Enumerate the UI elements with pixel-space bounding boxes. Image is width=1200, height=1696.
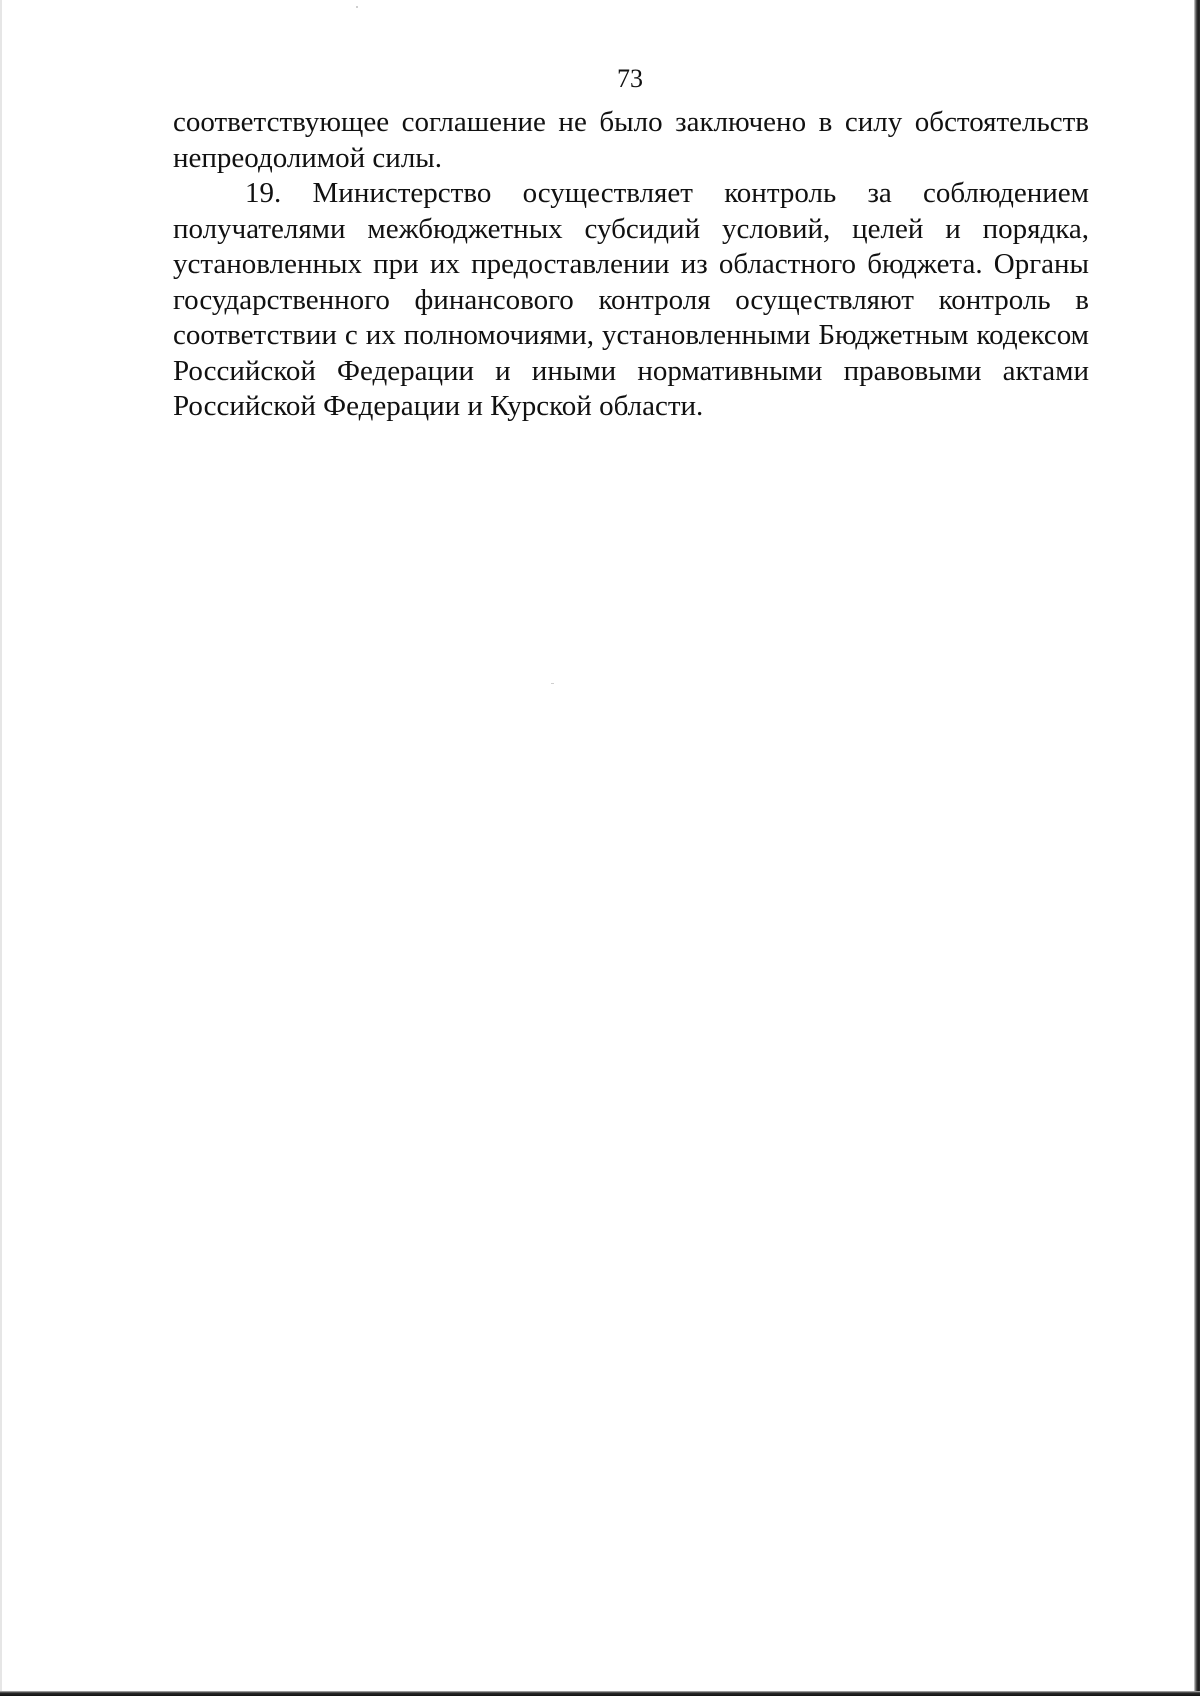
scan-edge-bottom (0, 1691, 1200, 1696)
scan-speck (356, 6, 358, 8)
scan-edge-left (0, 0, 2, 1696)
page-number: 73 (617, 64, 643, 93)
paragraph-continuation: соответствующее соглашение не было заключено в силу обстоятельств непреодолимой силы. (173, 106, 1089, 174)
scan-edge-right (1194, 0, 1200, 1696)
document-body (173, 105, 1089, 425)
scan-speck (551, 683, 554, 684)
paragraph-19: 19. Министерство осуществляет контроль за соблюдением получателями межбюджетных субсидий условий, целей и порядка, установленных при их предоставлении из областного бюджета. Органы государственного финансового контроля осуществляют контроль в соответствии с их полномочиями, установленными Бюджетным кодексом Российской Федерации и иными нормативными правовыми актами Российской Федерации и Курской области. (173, 177, 1089, 422)
